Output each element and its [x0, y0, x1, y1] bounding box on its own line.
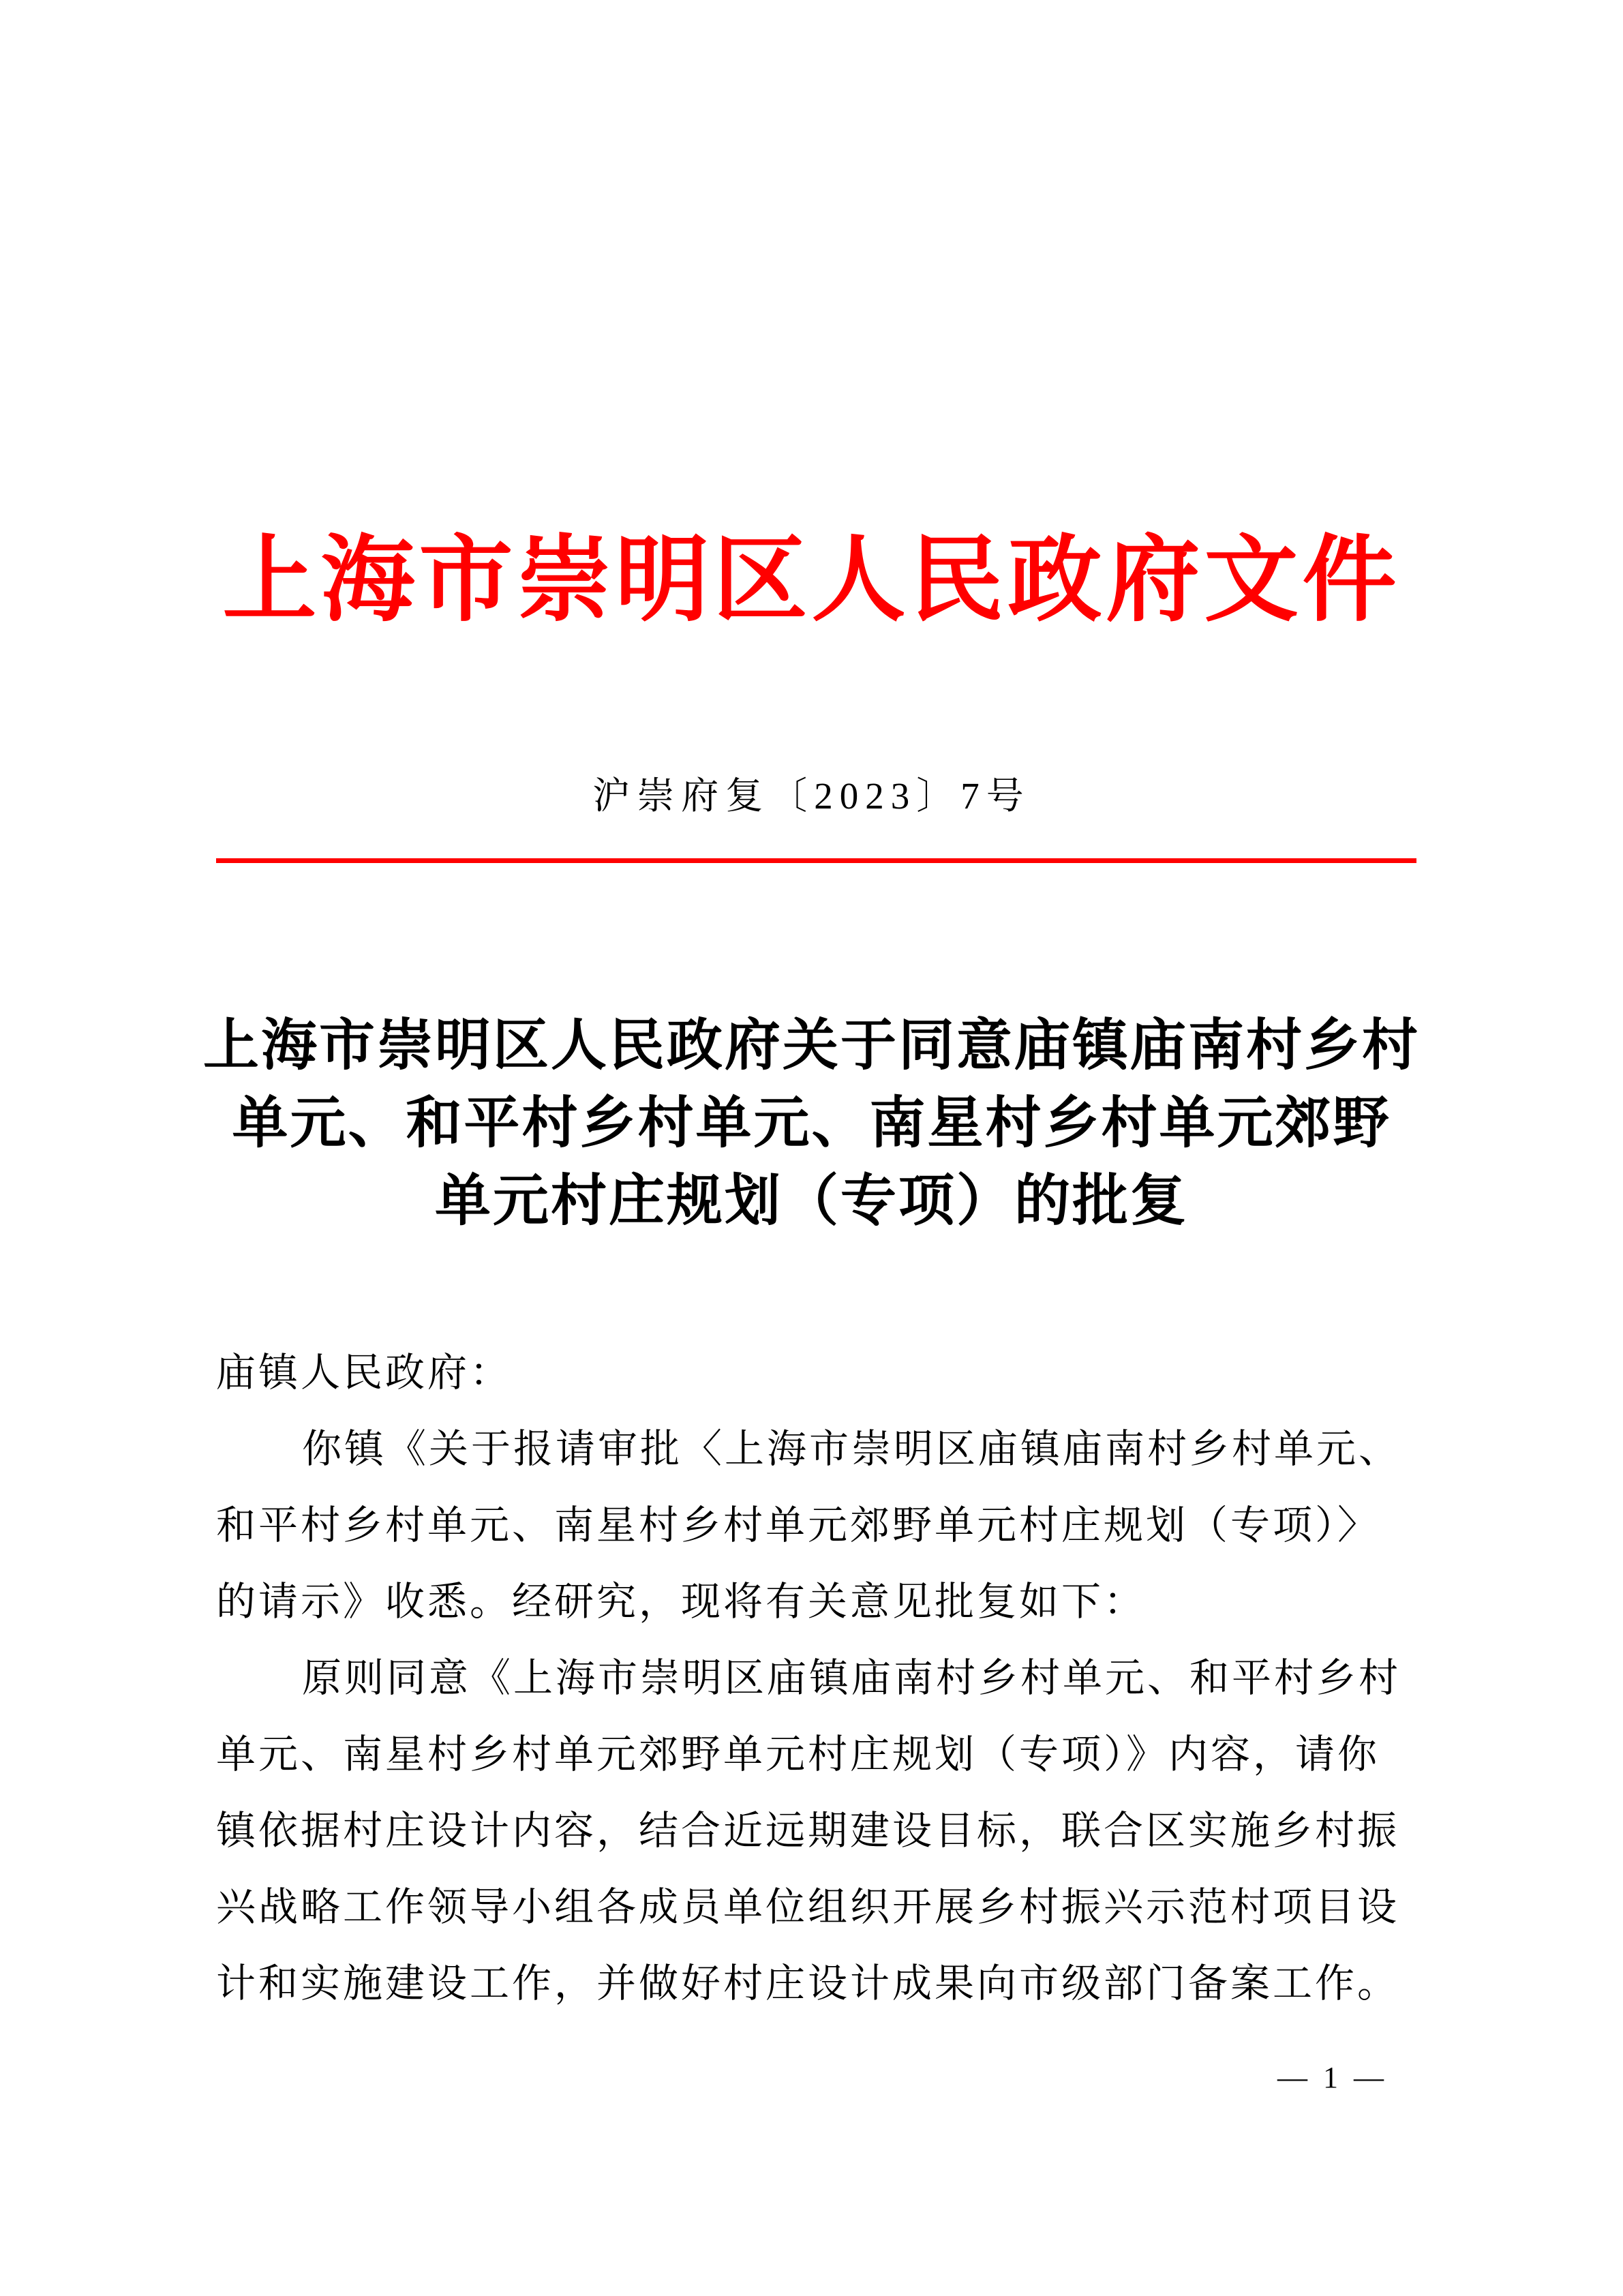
- document-number: 沪崇府复〔2023〕7号: [592, 775, 1031, 817]
- salutation-line: 庙镇人民政府：: [216, 1350, 513, 1395]
- body-line: 你镇《关于报请审批〈上海市崇明区庙镇庙南村乡村单元、: [302, 1427, 1401, 1471]
- letterhead-title: 上海市崇明区人民政府文件: [222, 528, 1401, 633]
- letterhead-divider-rule: [216, 858, 1416, 863]
- body-line: 的请示》收悉。经研究，现将有关意见批复如下：: [216, 1580, 1147, 1624]
- body-line: 计和实施建设工作，并做好村庄设计成果向市级部门备案工作。: [216, 1961, 1400, 2006]
- body-line: 镇依据村庄设计内容，结合近远期建设目标，联合区实施乡村振: [216, 1809, 1400, 1853]
- document-title: [0, 1007, 1623, 1240]
- body-line: 和平村乡村单元、南星村乡村单元郊野单元村庄规划（专项）〉: [216, 1503, 1380, 1547]
- document-title-line-1: 上海市崇明区人民政府关于同意庙镇庙南村乡村: [202, 1014, 1420, 1076]
- document-title-line-2: 单元、和平村乡村单元、南星村乡村单元郊野: [232, 1092, 1391, 1154]
- document-body: [216, 1335, 1419, 2022]
- body-line: 兴战略工作领导小组各成员单位组织开展乡村振兴示范村项目设: [216, 1885, 1400, 1929]
- body-line: 原则同意《上海市崇明区庙镇庙南村乡村单元、和平村乡村: [302, 1656, 1401, 1700]
- document-title-line-3: 单元村庄规划（专项）的批复: [434, 1170, 1188, 1232]
- page-number: — 1 —: [1277, 2061, 1388, 2094]
- body-line: 单元、南星村乡村单元郊野单元村庄规划（专项）》内容，请你: [216, 1732, 1380, 1777]
